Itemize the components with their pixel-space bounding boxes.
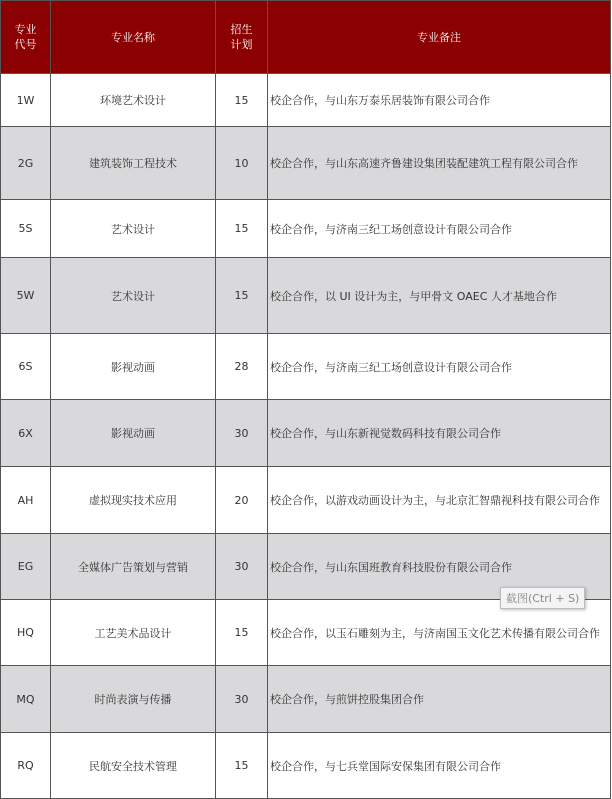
- cell-remark: 校企合作，与济南三纪工场创意设计有限公司合作: [268, 334, 611, 400]
- table-header: [1, 1, 611, 74]
- cell-code: 5S: [1, 200, 51, 258]
- table-row: [1, 400, 611, 467]
- cell-remark: 校企合作，与山东高速齐鲁建设集团装配建筑工程有限公司合作: [268, 127, 611, 200]
- header-code-line2: 代号: [14, 38, 37, 51]
- cell-name: 环境艺术设计: [51, 74, 216, 127]
- cell-plan: 15: [216, 200, 268, 258]
- cell-code: RQ: [1, 733, 51, 799]
- cell-name: 艺术设计: [51, 258, 216, 334]
- cell-plan: 30: [216, 400, 268, 467]
- cell-remark: 校企合作，与山东新视觉数码科技有限公司合作: [268, 400, 611, 467]
- header-plan-line2: 计划: [230, 38, 253, 51]
- header-code: [1, 1, 51, 74]
- cell-plan: 28: [216, 334, 268, 400]
- cell-code: MQ: [1, 666, 51, 733]
- cell-plan: 30: [216, 534, 268, 600]
- table-row: [1, 666, 611, 733]
- table-row: [1, 600, 611, 666]
- cell-code: AH: [1, 467, 51, 534]
- cell-plan: 15: [216, 258, 268, 334]
- cell-name: 时尚表演与传播: [51, 666, 216, 733]
- cell-name: 工艺美术品设计: [51, 600, 216, 666]
- cell-name: 影视动画: [51, 334, 216, 400]
- table-row: [1, 467, 611, 534]
- table-row: [1, 334, 611, 400]
- cell-remark: 校企合作，与济南三纪工场创意设计有限公司合作: [268, 200, 611, 258]
- cell-code: 6X: [1, 400, 51, 467]
- cell-remark: 校企合作，以玉石雕刻为主，与济南国玉文化艺术传播有限公司合作: [268, 600, 611, 666]
- cell-name: 全媒体广告策划与营销: [51, 534, 216, 600]
- cell-plan: 15: [216, 600, 268, 666]
- cell-remark: 校企合作，与山东国班教育科技股份有限公司合作: [268, 534, 611, 600]
- cell-name: 影视动画: [51, 400, 216, 467]
- header-code-line1: 专业: [14, 23, 37, 36]
- table-row: [1, 258, 611, 334]
- cell-plan: 30: [216, 666, 268, 733]
- table-row: [1, 733, 611, 799]
- table-row: [1, 127, 611, 200]
- cell-plan: 15: [216, 74, 268, 127]
- cell-plan: 15: [216, 733, 268, 799]
- cell-remark: 校企合作，以游戏动画设计为主，与北京汇智鼎视科技有限公司合作: [268, 467, 611, 534]
- header-plan-line1: 招生: [230, 23, 253, 36]
- cell-name: 民航安全技术管理: [51, 733, 216, 799]
- header-name: 专业名称: [51, 1, 216, 74]
- cell-remark: 校企合作，与煎饼控股集团合作: [268, 666, 611, 733]
- cell-name: 艺术设计: [51, 200, 216, 258]
- cell-code: 1W: [1, 74, 51, 127]
- screenshot-tooltip: 截图(Ctrl + S): [500, 587, 585, 609]
- cell-code: 2G: [1, 127, 51, 200]
- header-plan: [216, 1, 268, 74]
- cell-code: 6S: [1, 334, 51, 400]
- table-row: [1, 200, 611, 258]
- cell-name: 虚拟现实技术应用: [51, 467, 216, 534]
- cell-code: EG: [1, 534, 51, 600]
- header-remark: 专业备注: [268, 1, 611, 74]
- cell-name: 建筑装饰工程技术: [51, 127, 216, 200]
- table-row: [1, 74, 611, 127]
- cell-plan: 20: [216, 467, 268, 534]
- cell-remark: 校企合作，以 UI 设计为主，与甲骨文 OAEC 人才基地合作: [268, 258, 611, 334]
- cell-remark: 校企合作，与山东万泰乐居装饰有限公司合作: [268, 74, 611, 127]
- cell-code: 5W: [1, 258, 51, 334]
- cell-code: HQ: [1, 600, 51, 666]
- cell-remark: 校企合作，与七兵堂国际安保集团有限公司合作: [268, 733, 611, 799]
- cell-plan: 10: [216, 127, 268, 200]
